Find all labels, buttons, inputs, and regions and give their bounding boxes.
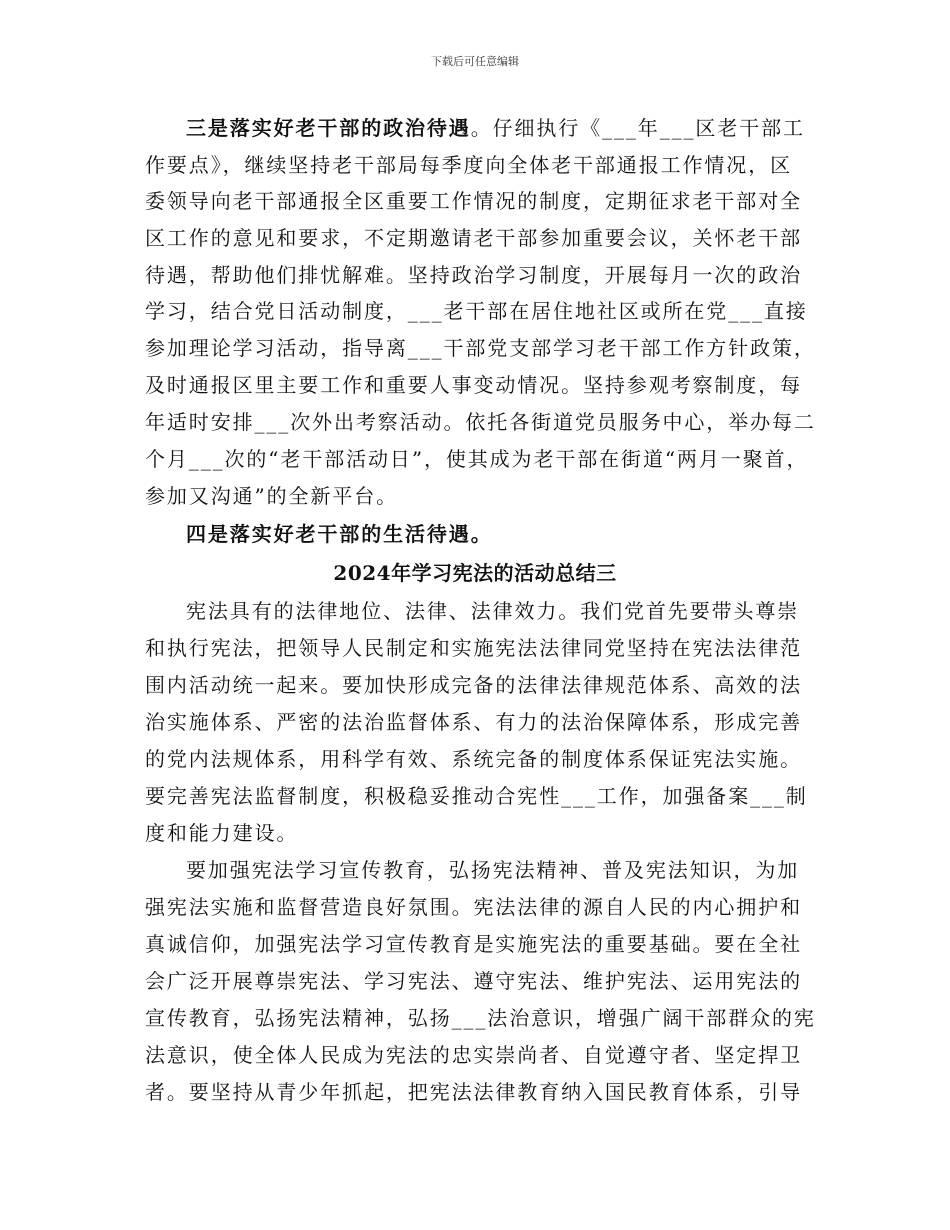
body-line: 围内活动统一起来。要加快形成完备的法律法律规范体系、高效的法 (145, 673, 802, 697)
body-line: 及时通报区里主要工作和重要人事变动情况。坚持参观考察制度，每 (145, 373, 802, 397)
body-line: 学习，结合党日活动制度，___老干部在居住地社区或所在党___直接 (145, 299, 808, 323)
body-line: 委领导向老干部通报全区重要工作情况的制度，定期征求老干部对全 (145, 189, 802, 213)
body-line: 治实施体系、严密的法治监督体系、有力的法治保障体系，形成完善 (145, 710, 802, 734)
section3-lead: 三是落实好老干部的政治待遇 (186, 116, 471, 140)
section3-line1-rest: 。仔细执行《___年___区老干部工 (470, 116, 805, 140)
body-line: 会广泛开展尊崇宪法、学习宪法、遵守宪法、维护宪法、运用宪法的 (145, 969, 802, 993)
body-line: 要完善宪法监督制度，积极稳妥推动合宪性___工作，加强备案___制 (145, 784, 808, 808)
body-line: 强宪法实施和监督营造良好氛围。宪法法律的源自人民的内心拥护和 (145, 895, 802, 919)
section3-first-line (186, 113, 805, 143)
body-line: 作要点》，继续坚持老干部局每季度向全体老干部通报工作情况，区 (145, 153, 792, 177)
body-line: 真诚信仰，加强宪法学习宣传教育是实施宪法的重要基础。要在全社 (145, 932, 802, 956)
body-line: 度和能力建设。 (145, 821, 299, 845)
page-header: 下载后可任意编辑 (431, 55, 519, 68)
body-line: 宪法具有的法律地位、法律、法律效力。我们党首先要带头尊崇 (186, 599, 800, 623)
body-line: 个月___次的“老干部活动日”，使其成为老干部在街道“两月一聚首， (145, 447, 809, 471)
body-line: 区工作的意见和要求，不定期邀请老干部参加重要会议，关怀老干部 (145, 226, 802, 250)
body-line: 要加强宪法学习宣传教育，弘扬宪法精神、普及宪法知识，为加 (186, 858, 800, 882)
body-line: 者。要坚持从青少年抓起，把宪法法律教育纳入国民教育体系，引导 (145, 1080, 802, 1104)
document-title: 2024年学习宪法的活动总结三 (333, 561, 617, 585)
body-line: 的党内法规体系，用科学有效、系统完备的制度体系保证宪法实施。 (145, 747, 802, 771)
body-line: 年适时安排___次外出考察活动。依托各街道党员服务中心，举办每二 (145, 410, 816, 434)
body-line: 和执行宪法，把领导人民制定和实施宪法法律同党坚持在宪法法律范 (145, 636, 802, 660)
section4-heading: 四是落实好老干部的生活待遇。 (186, 522, 493, 546)
body-line: 法意识，使全体人民成为宪法的忠实崇尚者、自觉遵守者、坚定捍卫 (145, 1043, 802, 1067)
body-line: 待遇，帮助他们排忧解难。坚持政治学习制度，开展每月一次的政治 (145, 263, 802, 287)
body-line: 参加又沟通”的全新平台。 (145, 484, 399, 508)
body-line: 宣传教育，弘扬宪法精神，弘扬___法治意识，增强广阔干部群众的宪 (145, 1006, 816, 1030)
body-line: 参加理论学习活动，指导离___干部党支部学习老干部工作方针政策， (145, 336, 816, 360)
